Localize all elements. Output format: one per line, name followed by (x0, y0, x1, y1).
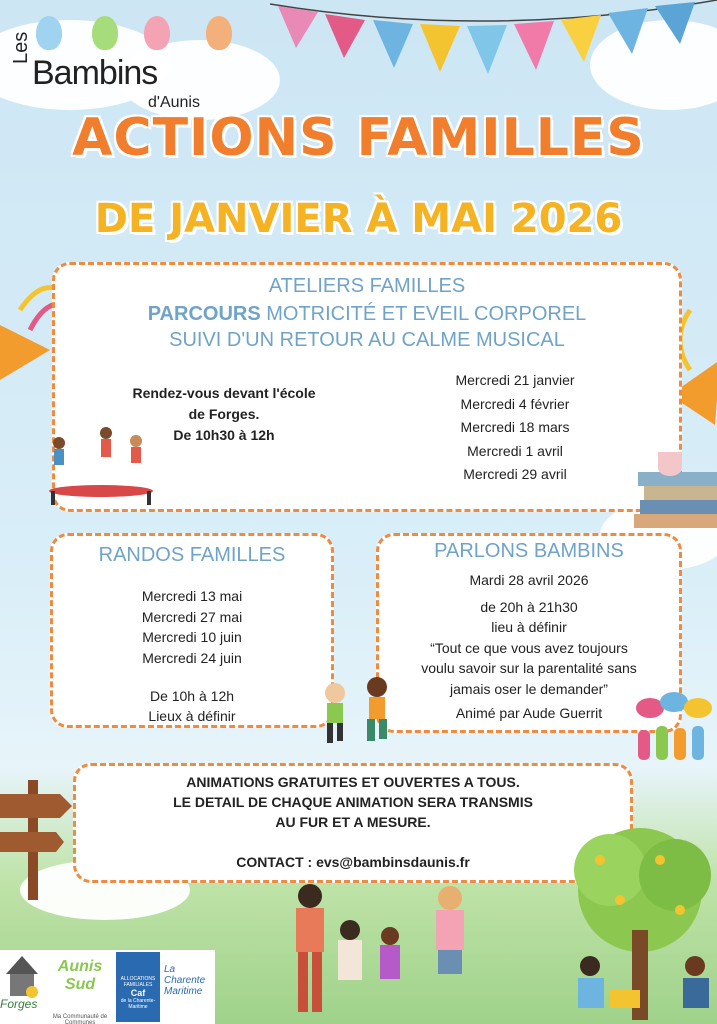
caf-label: Caf (130, 988, 146, 998)
logo-title: Bambins (32, 54, 158, 92)
speech-characters-icon (632, 690, 717, 765)
date-item: Mercredi 18 mars (460, 419, 570, 435)
signpost-icon (0, 780, 75, 900)
parlons-heading: PARLONS BAMBINS (434, 540, 624, 562)
ateliers-parcours-heading (55, 303, 679, 326)
dancing-family-icon (270, 880, 490, 1024)
randos-heading: RANDOS FAMILLES (98, 544, 286, 566)
info-box (73, 763, 633, 883)
randos-place: Lieux à définir (148, 708, 236, 724)
date-item: Mercredi 4 février (460, 395, 570, 412)
parcours-rest: MOTRICITÉ ET EVEIL CORPOREL (260, 303, 587, 325)
parlons-host: Animé par Aude Guerrit (455, 705, 603, 721)
date-item: Mercredi 10 juin (142, 629, 242, 645)
info-line-3: AU FUR ET A MESURE. (275, 814, 431, 830)
ateliers-heading: ATELIERS FAMILLES (268, 275, 466, 297)
info-line-1: ANIMATIONS GRATUITES ET OUVERTES A TOUS. (186, 774, 520, 790)
ateliers-box (52, 262, 682, 512)
charente-maritime-logo (164, 952, 214, 1022)
info-line-2: LE DETAIL DE CHAQUE ANIMATION SERA TRANSMIS (173, 794, 533, 810)
parlons-quote-1: “Tout ce que vous avez toujours (430, 639, 628, 656)
meeting-line-1: Rendez-vous devant l'école (132, 385, 316, 401)
aunis-sud-label: Aunis Sud (57, 958, 103, 993)
forges-logo (0, 952, 44, 1022)
contact-line: CONTACT : evs@bambinsdaunis.fr (236, 854, 470, 870)
info-lines (76, 772, 630, 832)
parcours-bold: PARCOURS (147, 303, 261, 325)
church-icon (0, 952, 44, 998)
bambins-logo (10, 8, 230, 111)
parlons-quote-2: voulu savoir sur la parentalité sans (421, 660, 637, 676)
parlons-time: de 20h à 21h30 (480, 598, 578, 615)
randos-time: De 10h à 12h (149, 688, 235, 704)
cm-line-2: Charente (164, 975, 206, 986)
parlons-date: Mardi 28 avril 2026 (469, 572, 589, 588)
randos-dates (53, 586, 331, 668)
date-item: Mercredi 29 avril (463, 466, 567, 482)
meeting-line-2: de Forges. (188, 406, 260, 422)
date-item: Mercredi 27 mai (141, 608, 243, 625)
date-item: Mercredi 21 janvier (455, 372, 575, 388)
books-cup-icon (630, 440, 717, 540)
ateliers-dates (415, 369, 615, 487)
trampoline-kids-icon (31, 425, 171, 510)
aunis-sud-logo (48, 952, 112, 1022)
partner-logos (0, 950, 215, 1024)
ateliers-calme-heading: SUIVI D'UN RETOUR AU CALME MUSICAL (169, 329, 565, 351)
fox-mascot-icon (206, 16, 232, 50)
bird-mascot-icon (36, 16, 62, 50)
parlons-quote-3: jamais oser le demander” (450, 680, 608, 697)
date-item: Mercredi 24 juin (142, 649, 242, 666)
page-title: ACTIONS FAMILLES (72, 108, 645, 168)
aunis-sud-sub: Ma Communauté de Communes (52, 1014, 108, 1024)
parlons-place: lieu à définir (491, 619, 567, 635)
caf-logo (116, 952, 160, 1022)
cm-line-1: La (164, 964, 176, 975)
reading-kids-icon (570, 950, 717, 1024)
pink-mascot-icon (144, 16, 170, 50)
running-kids-icon (305, 675, 415, 755)
cm-line-3: Maritime (164, 986, 203, 997)
caf-sub: de la Charente-Maritime (120, 998, 156, 1010)
meeting-time: De 10h30 à 12h (173, 427, 275, 443)
caf-top: ALLOCATIONS FAMILIALES (120, 976, 156, 988)
randos-time-info (53, 686, 331, 726)
forges-label: Forges (0, 997, 38, 1011)
date-item: Mercredi 13 mai (141, 588, 243, 604)
frog-mascot-icon (92, 16, 118, 50)
randos-box (50, 533, 334, 728)
date-item: Mercredi 1 avril (467, 442, 563, 459)
page-subtitle: DE JANVIER À MAI 2026 (94, 196, 623, 242)
bunting-icon (270, 0, 717, 80)
logo-subtitle: d'Aunis (148, 94, 200, 111)
logo-les: Les (10, 31, 32, 64)
